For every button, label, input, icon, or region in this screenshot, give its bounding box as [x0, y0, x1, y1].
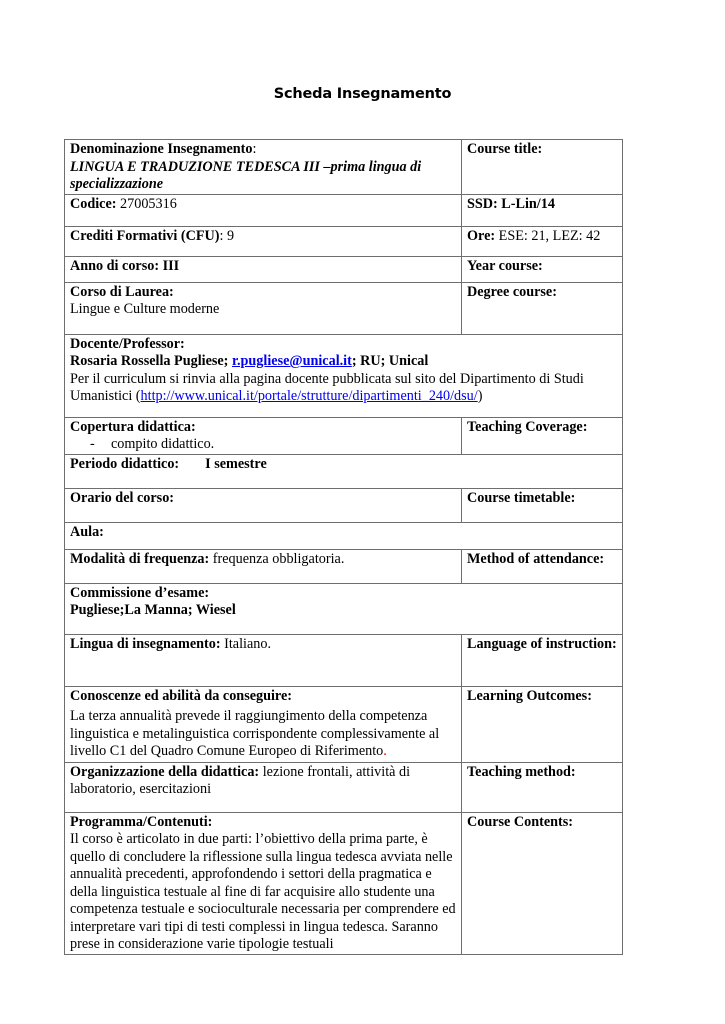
corso-laurea-label: Corso di Laurea:	[70, 283, 174, 300]
row-organizzazione	[65, 762, 623, 812]
denominazione-colon: :	[252, 141, 257, 157]
course-contents-label: Course Contents:	[467, 813, 574, 830]
aula-label: Aula:	[70, 523, 104, 540]
row-codice	[65, 194, 623, 226]
row-periodo	[65, 454, 623, 488]
crediti-label: Crediti Formativi (CFU)	[70, 227, 220, 244]
docente-suffix: ; RU; Unical	[351, 353, 429, 369]
row-commissione	[65, 583, 623, 634]
lingua-cell	[65, 634, 462, 686]
row-programma	[65, 812, 623, 954]
corso-laurea-value: Lingue e Culture moderne	[70, 301, 220, 317]
course-title-label: Course title:	[467, 141, 543, 157]
course-title-cell	[462, 140, 623, 195]
programma-value: Il corso è articolato in due parti: l’obiettivo della prima parte, è quello di concludere la riflessione sulla lingua tedesca avviata nelle annualità precedenti, approfondendo i settori della pragmatica e della linguistica testuale al fine di far acquisire allo studente una competenza testuale e socioculturale necessaria per comprendere ed interpretare vari tipi di testi complessi in lingua tedesca. Saranno prese in considerazione varie tipologie testuali	[70, 831, 456, 952]
row-conoscenze	[65, 686, 623, 762]
copertura-label: Copertura didattica:	[70, 418, 196, 435]
copertura-value: compito didattico.	[111, 436, 215, 452]
denominazione-cell	[65, 140, 462, 195]
docente-cell	[65, 334, 623, 417]
codice-label: Codice:	[70, 195, 117, 212]
periodo-cell	[65, 454, 623, 488]
frequenza-cell	[65, 549, 462, 583]
row-lingua	[65, 634, 623, 686]
codice-cell	[65, 194, 462, 226]
learning-outcomes-cell	[462, 686, 623, 762]
programma-label: Programma/Contenuti:	[70, 813, 213, 830]
conoscenze-end: .	[383, 743, 387, 759]
bullet-dash: -	[90, 436, 95, 452]
commissione-label: Commissione d’esame:	[70, 584, 210, 601]
copertura-cell	[65, 417, 462, 454]
crediti-value: : 9	[219, 227, 235, 244]
row-orario	[65, 488, 623, 522]
row-aula	[65, 522, 623, 549]
conoscenze-cell	[65, 686, 462, 762]
orario-cell	[65, 488, 462, 522]
course-timetable-cell	[462, 488, 623, 522]
aula-cell	[65, 522, 623, 549]
ore-cell	[462, 226, 623, 256]
teaching-method-label: Teaching method:	[467, 763, 576, 780]
course-info-table	[64, 139, 623, 955]
docente-name: Rosaria Rossella Pugliese;	[70, 353, 232, 369]
conoscenze-value: La terza annualità prevede il raggiungimento della competenza linguistica e metalinguistica corrispondente complessivamente al livello C1 del Quadro Comune Europeo di Riferimento	[70, 708, 440, 759]
method-attendance-label: Method of attendance:	[467, 550, 605, 567]
learning-outcomes-label: Learning Outcomes:	[467, 687, 592, 704]
year-course-cell	[462, 256, 623, 282]
denominazione-value: LINGUA E TRADUZIONE TEDESCA III –prima lingua di specializzazione	[70, 158, 422, 192]
docente-email-link[interactable]: r.pugliese@unical.it	[231, 353, 352, 369]
curriculum-close: )	[477, 388, 483, 404]
year-course-label: Year course:	[467, 257, 543, 274]
lingua-value: Italiano.	[220, 635, 272, 652]
course-timetable-label: Course timetable:	[467, 489, 576, 506]
periodo-value: I semestre	[205, 455, 267, 472]
row-docente	[65, 334, 623, 417]
organizzazione-value: lezione frontali, attività di laboratorio, esercitazioni	[70, 763, 411, 797]
degree-course-cell	[462, 282, 623, 334]
ssd-label: SSD: L-Lin/14	[467, 195, 555, 212]
commissione-value: Pugliese;La Manna; Wiesel	[70, 602, 236, 618]
organizzazione-label: Organizzazione della didattica:	[70, 763, 260, 780]
row-anno	[65, 256, 623, 282]
organizzazione-cell	[65, 762, 462, 812]
ssd-cell	[462, 194, 623, 226]
programma-cell	[65, 812, 462, 954]
degree-course-label: Degree course:	[467, 283, 557, 300]
method-attendance-cell	[462, 549, 623, 583]
language-instruction-cell	[462, 634, 623, 686]
lingua-label: Lingua di insegnamento:	[70, 635, 221, 652]
ore-label: Ore:	[467, 227, 496, 244]
row-crediti	[65, 226, 623, 256]
conoscenze-label: Conoscenze ed abilità da conseguire:	[70, 687, 292, 704]
frequenza-value: frequenza obbligatoria.	[209, 550, 345, 567]
ore-value: ESE: 21, LEZ: 42	[495, 227, 601, 244]
teaching-method-cell	[462, 762, 623, 812]
teaching-coverage-label: Teaching Coverage:	[467, 418, 588, 435]
language-instruction-label: Language of instruction:	[467, 635, 617, 652]
row-corso-laurea	[65, 282, 623, 334]
crediti-cell	[65, 226, 462, 256]
conoscenze-paragraph	[70, 708, 456, 761]
teaching-coverage-cell	[462, 417, 623, 454]
anno-cell	[65, 256, 462, 282]
periodo-label: Periodo didattico:	[70, 455, 180, 472]
page-title: Scheda Insegnamento	[273, 86, 452, 102]
docente-label: Docente/Professor:	[70, 335, 185, 352]
codice-value: 27005316	[116, 195, 177, 212]
copertura-bullet	[70, 436, 456, 454]
anno-label: Anno di corso: III	[70, 257, 180, 274]
corso-laurea-cell	[65, 282, 462, 334]
row-copertura	[65, 417, 623, 454]
row-frequenza	[65, 549, 623, 583]
denominazione-label: Denominazione Insegnamento	[70, 141, 253, 157]
curriculum-text: Per il curriculum si rinvia alla pagina docente pubblicata sul sito del Dipartimento di Studi Umanistici (	[70, 370, 584, 404]
commissione-cell	[65, 583, 623, 634]
frequenza-label: Modalità di frequenza:	[70, 550, 210, 567]
orario-label: Orario del corso:	[70, 489, 175, 506]
curriculum-link[interactable]: http://www.unical.it/portale/strutture/dipartimenti_240/dsu/	[140, 388, 478, 404]
course-contents-cell	[462, 812, 623, 954]
row-denominazione	[65, 140, 623, 195]
